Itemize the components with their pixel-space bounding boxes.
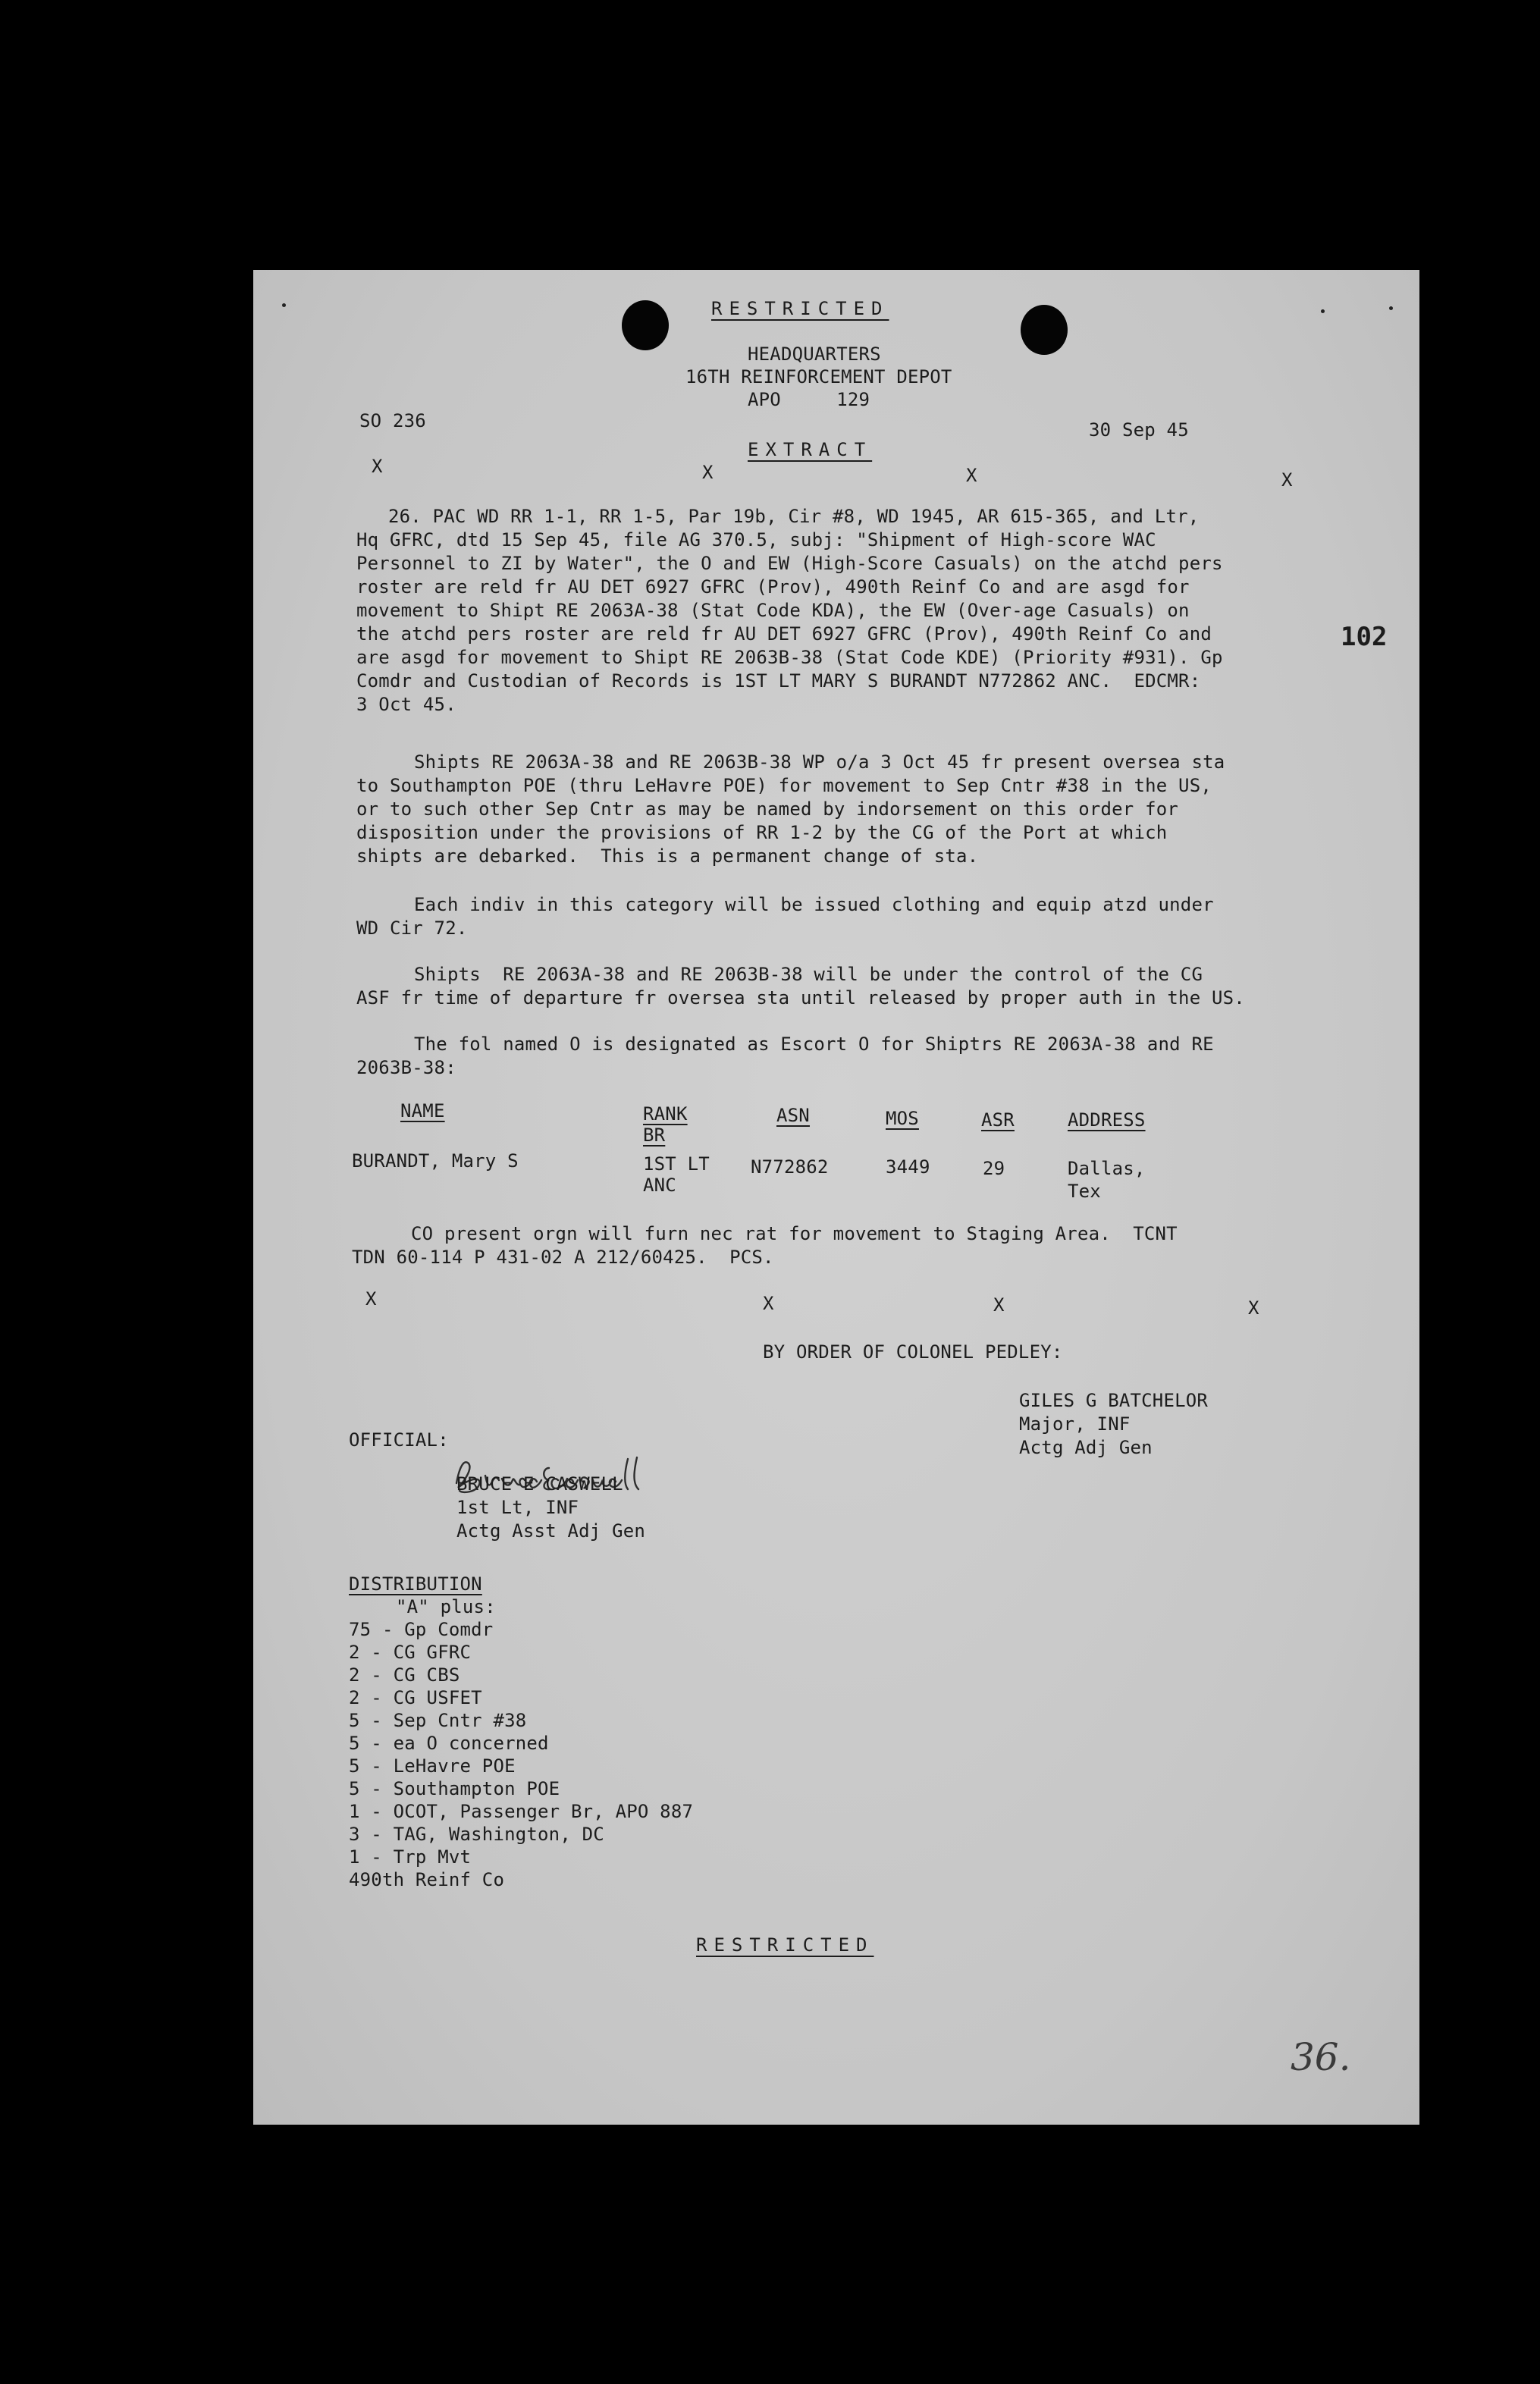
text-line: The fol named O is designated as Escort O for Shiptrs RE 2063A-38 and RE: [414, 1034, 1214, 1055]
text-line: TDN 60-114 P 431-02 A 212/60425. PCS.: [352, 1247, 774, 1268]
column-header-name: NAME: [400, 1100, 445, 1121]
order-date: 30 Sep 45: [1089, 419, 1189, 441]
text-line: or to such other Sep Cntr as may be named by indorsement on this order for: [356, 798, 1179, 820]
cell-asr: 29: [983, 1158, 1005, 1179]
omission-marker: X: [993, 1294, 1005, 1316]
signer-name: GILES G BATCHELOR: [1019, 1390, 1209, 1411]
text-line: disposition under the provisions of RR 1-2 by the CG of the Port at which: [356, 822, 1168, 843]
document-page: [253, 270, 1419, 2125]
text-line: 3 Oct 45.: [356, 694, 456, 715]
text-line: shipts are debarked. This is a permanent change of sta.: [356, 845, 979, 867]
text-line: Each indiv in this category will be issued clothing and equip atzd under: [414, 894, 1214, 915]
handwritten-page-number: 36.: [1291, 2035, 1351, 2079]
text-line: CO present orgn will furn nec rat for movement to Staging Area. TCNT: [411, 1223, 1178, 1244]
side-stamp-number: 102: [1341, 622, 1388, 652]
list-item: 2 - CG GFRC: [349, 1642, 472, 1663]
text-line: ASF fr time of departure fr oversea sta until released by proper auth in the US.: [356, 987, 1245, 1008]
restricted-footer: RESTRICTED: [696, 1934, 874, 1956]
text-line: the atchd pers roster are reld fr AU DET 6927 GFRC (Prov), 490th Reinf Co and: [356, 623, 1212, 645]
text-line: movement to Shipt RE 2063A-38 (Stat Code KDA), the EW (Over-age Casuals) on: [356, 600, 1190, 621]
list-item: 1 - Trp Mvt: [349, 1846, 472, 1868]
cell-br: ANC: [643, 1175, 676, 1196]
official-label: OFFICIAL:: [349, 1429, 449, 1451]
column-header-br: BR: [643, 1125, 666, 1146]
speck: [282, 303, 286, 307]
distribution-intro: "A" plus:: [396, 1596, 496, 1617]
text-line: Personnel to ZI by Water", the O and EW (High-Score Casuals) on the atchd pers: [356, 553, 1223, 574]
org-line-1: HEADQUARTERS: [748, 343, 881, 365]
omission-marker: X: [365, 1288, 377, 1310]
list-item: 5 - Sep Cntr #38: [349, 1710, 527, 1731]
column-header-asr: ASR: [981, 1109, 1015, 1131]
punch-hole-left: [622, 300, 669, 350]
omission-marker: X: [372, 456, 383, 477]
list-item: 5 - ea O concerned: [349, 1733, 549, 1754]
text-line: 2063B-38:: [356, 1057, 456, 1078]
cell-asn: N772862: [751, 1156, 829, 1178]
signer-rank: Major, INF: [1019, 1413, 1131, 1435]
list-item: 5 - Southampton POE: [349, 1778, 560, 1799]
by-order-line: BY ORDER OF COLONEL PEDLEY:: [763, 1341, 1063, 1363]
list-item: 490th Reinf Co: [349, 1869, 505, 1890]
list-item: 5 - LeHavre POE: [349, 1755, 516, 1777]
speck: [1321, 309, 1325, 313]
org-line-3: APO 129: [748, 389, 870, 410]
official-rank: 1st Lt, INF: [456, 1497, 579, 1518]
official-title: Actg Asst Adj Gen: [456, 1520, 646, 1542]
text-line: Shipts RE 2063A-38 and RE 2063B-38 will be under the control of the CG: [414, 964, 1203, 985]
omission-marker: X: [763, 1293, 774, 1314]
column-header-rank: RANK: [643, 1103, 688, 1125]
signer-title: Actg Adj Gen: [1019, 1437, 1153, 1458]
text-line: Shipts RE 2063A-38 and RE 2063B-38 WP o/a 3 Oct 45 fr present oversea sta: [414, 751, 1225, 773]
text-line: Comdr and Custodian of Records is 1ST LT MARY S BURANDT N772862 ANC. EDCMR:: [356, 670, 1201, 692]
omission-marker: X: [702, 462, 714, 483]
list-item: 2 - CG USFET: [349, 1687, 482, 1708]
list-item: 75 - Gp Comdr: [349, 1619, 494, 1640]
org-line-2: 16TH REINFORCEMENT DEPOT: [685, 366, 952, 387]
restricted-header: RESTRICTED: [711, 298, 889, 319]
list-item: 3 - TAG, Washington, DC: [349, 1824, 604, 1845]
list-item: 1 - OCOT, Passenger Br, APO 887: [349, 1801, 694, 1822]
text-line: to Southampton POE (thru LeHavre POE) for movement to Sep Cntr #38 in the US,: [356, 775, 1212, 796]
signature-text: Bruce E Caswell: [452, 1453, 459, 1454]
official-name: BRUCE E CASWELL: [456, 1473, 623, 1495]
list-item: 2 - CG CBS: [349, 1664, 460, 1686]
text-line: WD Cir 72.: [356, 918, 468, 939]
text-line: Hq GFRC, dtd 15 Sep 45, file AG 370.5, subj: "Shipment of High-score WAC: [356, 529, 1156, 551]
column-header-address: ADDRESS: [1068, 1109, 1146, 1131]
cell-name: BURANDT, Mary S: [352, 1150, 519, 1172]
text-line: 26. PAC WD RR 1-1, RR 1-5, Par 19b, Cir #8, WD 1945, AR 615-365, and Ltr,: [388, 506, 1200, 527]
order-number: SO 236: [359, 410, 426, 431]
cell-address-line-2: Tex: [1068, 1181, 1101, 1202]
cell-rank: 1ST LT: [643, 1153, 710, 1175]
omission-marker: X: [1248, 1297, 1259, 1319]
extract-label: EXTRACT: [748, 439, 873, 460]
cell-mos: 3449: [886, 1156, 930, 1178]
column-header-asn: ASN: [776, 1105, 810, 1126]
text-line: roster are reld fr AU DET 6927 GFRC (Prov), 490th Reinf Co and are asgd for: [356, 576, 1190, 598]
omission-marker: X: [966, 465, 977, 486]
omission-marker: X: [1281, 469, 1293, 491]
speck: [1389, 306, 1393, 310]
cell-address-line-1: Dallas,: [1068, 1158, 1146, 1179]
column-header-mos: MOS: [886, 1108, 919, 1129]
distribution-title: DISTRIBUTION: [349, 1573, 482, 1595]
punch-hole-right: [1021, 305, 1068, 355]
text-line: are asgd for movement to Shipt RE 2063B-38 (Stat Code KDE) (Priority #931). Gp: [356, 647, 1223, 668]
